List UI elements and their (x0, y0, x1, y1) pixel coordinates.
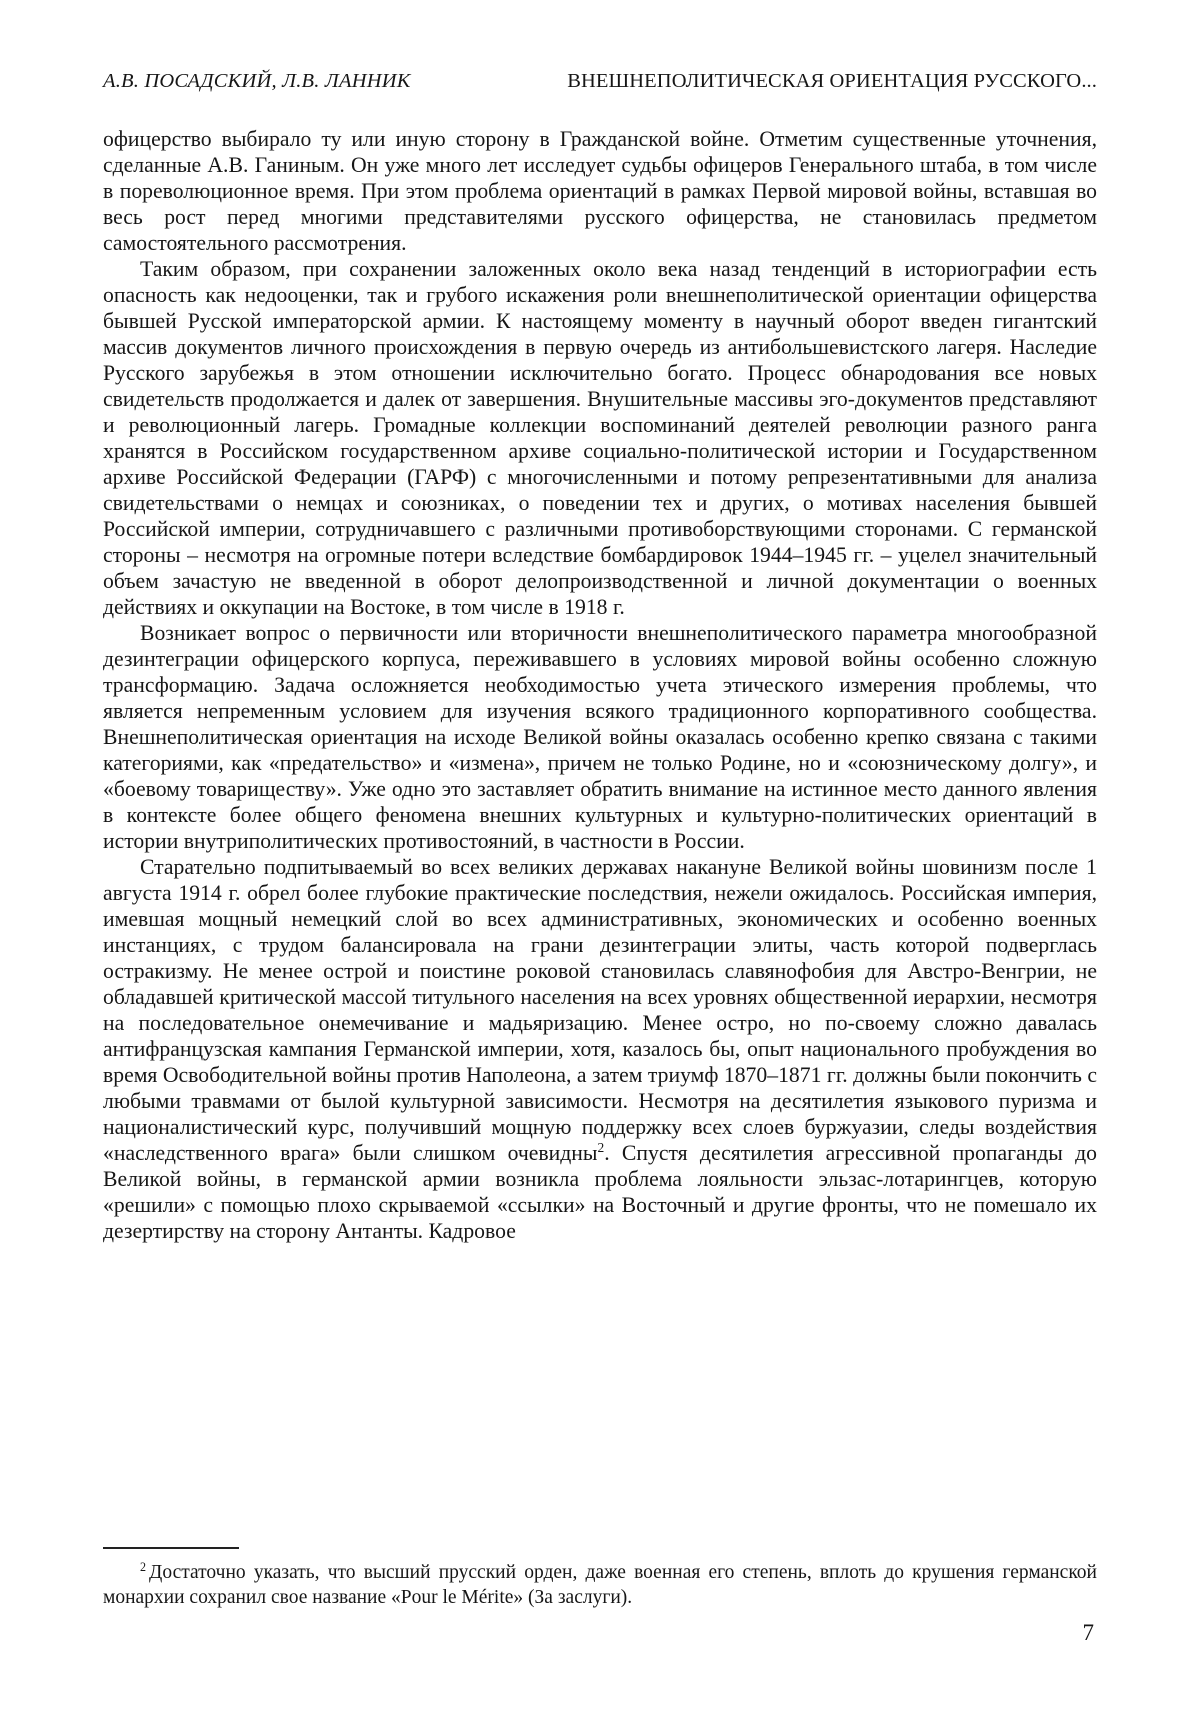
header-authors: А.В. ПОСАДСКИЙ, Л.В. ЛАННИК (103, 70, 411, 92)
body-paragraph-1: офицерство выбирало ту или иную сторону в Гражданской войне. Отметим существенные уточнения, сделанные А.В. Ганиным. Он уже много лет исследует судьбы офицеров Генерального штаба, в том числе в пореволюционное время. При этом проблема ориентаций в рамках Первой мировой войны, вставшая во весь рост перед многими представителями русского офицерства, не становилась предметом самостоятельного рассмотрения. (103, 127, 1097, 255)
footnote-reference-marker: 2 (597, 1139, 605, 1155)
footnote-separator-rule (103, 1547, 239, 1549)
body-paragraph-4 (103, 854, 1097, 1244)
header-short-title: ВНЕШНЕПОЛИТИЧЕСКАЯ ОРИЕНТАЦИЯ РУССКОГО... (567, 70, 1097, 92)
body-paragraph-2: Таким образом, при сохранении заложенных около века назад тенденций в историографии есть опасность как недооценки, так и грубого искажения роли внешнеполитической ориентации офицерства бывшей Русской императорской армии. К настоящему моменту в научный оборот введен гигантский массив документов личного происхождения в первую очередь из антибольшевистского лагеря. Наследие Русского зарубежья в этом отношении исключительно богато. Процесс обнародования все новых свидетельств продолжается и далек от завершения. Внушительные массивы эго-документов представляют и революционный лагерь. Громадные коллекции воспоминаний деятелей революции разного ранга хранятся в Российском государственном архиве социально-политической истории и Государственном архиве Российской Федерации (ГАРФ) с многочисленными и потому репрезентативными для анализа свидетельствами о немцах и союзниках, о поведении тех и других, о мотивах населения бывшей Российской империи, сотрудничавшего с различными противоборствующими сторонами. С германской стороны – несмотря на огромные потери вследствие бомбардировок 1944–1945 гг. – уцелел значительный объем зачастую не введенной в оборот делопроизводственной и личной документации о военных действиях и оккупации на Востоке, в том числе в 1918 г. (103, 257, 1097, 619)
footnote-marker: 2 (140, 1559, 147, 1574)
body-paragraph-3: Возникает вопрос о первичности или вторичности внешнеполитического параметра многообразной дезинтеграции офицерского корпуса, переживавшего в условиях мировой войны особенно сложную трансформацию. Задача осложняется необходимостью учета этического измерения проблемы, что является непременным условием для изучения всякого традиционного корпоративного сообщества. Внешнеполитическая ориентация на исходе Великой войны оказалась особенно крепко связана с такими категориями, как «предательство» и «измена», причем не только Родине, но и «союзническому долгу», и «боевому товариществу». Уже одно это заставляет обратить внимание на истинное место данного явления в контексте более общего феномена внешних культурных и культурно-политических ориентаций в истории внутриполитических противостояний, в частности в России. (103, 621, 1097, 853)
paragraph-4-text-after-footnote-ref: . Спустя десятилетия агрессивной пропаганды до Великой войны, в германской армии возникла проблема лояльности эльзас-лотарингцев, которую «решили» с помощью плохо скрываемой «ссылки» на Восточный и другие фронты, что не помешало их дезертирству на сторону Антанты. Кадровое (103, 1141, 1097, 1243)
footnote-text: Достаточно указать, что высший прусский орден, даже военная его степень, вплоть до крушения германской монархии сохранил свое название «Pour le Mérite» (За заслуги). (103, 1562, 1097, 1608)
footnote (103, 1560, 1097, 1610)
running-header (103, 70, 1097, 93)
paragraph-4-text-before-footnote-ref: Старательно подпитываемый во всех великих державах накануне Великой войны шовинизм после 1 августа 1914 г. обрел более глубокие практические последствия, нежели ожидалось. Российская империя, имевшая мощный немецкий слой во всех административных, экономических и особенно военных инстанциях, с трудом балансировала на грани дезинтеграции элиты, часть которой подверглась остракизму. Не менее острой и поистине роковой становилась славянофобия для Австро-Венгрии, не обладавшей критической массой титульного населения на всех уровнях общественной иерархии, несмотря на последовательное онемечивание и мадьяризацию. Менее остро, но по-своему сложно давалась антифранцузская кампания Германской империи, хотя, казалось бы, опыт национального пробуждения во время Освободительной войны против Наполеона, а затем триумф 1870–1871 гг. должны были покончить с любыми травмами от былой культурной зависимости. Несмотря на десятилетия языкового пуризма и националистический курс, получивший мощную поддержку всех слоев буржуазии, следы воздействия «наследственного врага» были слишком очевидны (103, 855, 1097, 1165)
body-text (103, 126, 1097, 1244)
page-number: 7 (1082, 1620, 1094, 1645)
